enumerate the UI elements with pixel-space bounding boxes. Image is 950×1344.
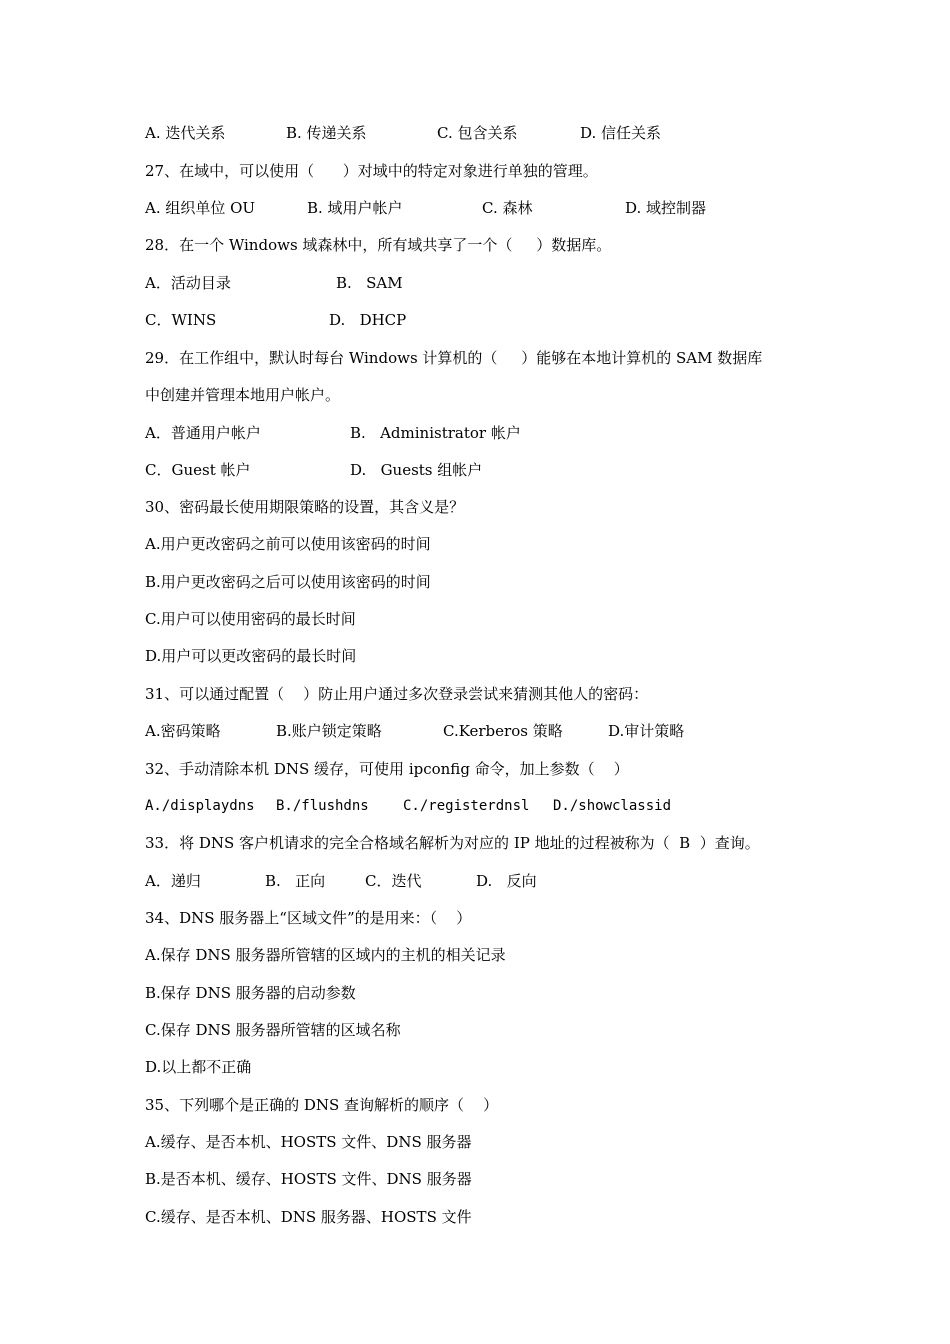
question-34-option-d: D.以上都不正确 <box>145 1058 252 1076</box>
question-26-options <box>145 121 662 145</box>
question-30: 30、密码最长使用期限策略的设置，其含义是？ <box>145 498 465 516</box>
option-d: D. DHCP <box>329 311 407 329</box>
option-b: B. 传递关系 <box>286 124 367 142</box>
question-31-options <box>145 719 685 743</box>
question-32: 32、手动清除本机 DNS 缓存，可使用 ipconfig 命令，加上参数（ ） <box>145 760 629 778</box>
option-c: C．WINS <box>145 311 217 329</box>
question-33-options <box>145 869 537 893</box>
question-35-option-c: C.缓存、是否本机、DNS 服务器、HOSTS 文件 <box>145 1208 472 1226</box>
option-a: A．活动目录 <box>145 274 231 292</box>
question-30-option-a: A.用户更改密码之前可以使用该密码的时间 <box>145 535 431 553</box>
question-28: 28．在一个 Windows 域森林中，所有域共享了一个（ ）数据库。 <box>145 236 612 254</box>
option-c: C．迭代 <box>365 872 422 890</box>
option-d: D./showclassid <box>553 798 672 814</box>
option-c: C．Guest 帐户 <box>145 461 251 479</box>
option-d: D. 信任关系 <box>580 124 662 142</box>
question-34-option-b: B.保存 DNS 服务器的启动参数 <box>145 984 356 1002</box>
option-a: A. 迭代关系 <box>145 124 226 142</box>
question-34: 34、DNS 服务器上“区域文件”的是用来：（ ） <box>145 909 472 927</box>
option-b: B.账户锁定策略 <box>276 722 382 740</box>
option-d: D. 反向 <box>476 872 537 890</box>
question-35-option-b: B.是否本机、缓存、HOSTS 文件、DNS 服务器 <box>145 1170 472 1188</box>
option-b: B. 正向 <box>265 872 326 890</box>
question-29-options-row1 <box>145 421 521 445</box>
question-28-options-row1 <box>145 271 403 295</box>
option-c: C. 包含关系 <box>437 124 518 142</box>
option-c: C./registerdnsl <box>403 798 530 814</box>
option-d: D. 域控制器 <box>625 199 707 217</box>
question-29-options-row2 <box>145 458 483 482</box>
question-35: 35、下列哪个是正确的 DNS 查询解析的顺序（ ） <box>145 1096 499 1114</box>
option-a: A．递归 <box>145 872 201 890</box>
option-a: A./displaydns <box>145 798 255 814</box>
question-29-line1: 29．在工作组中，默认时每台 Windows 计算机的（ ）能够在本地计算机的 SAM 数据库 <box>145 349 763 367</box>
question-32-options <box>145 794 672 818</box>
option-d: D. Guests 组帐户 <box>350 461 483 479</box>
question-34-option-c: C.保存 DNS 服务器所管辖的区域名称 <box>145 1021 401 1039</box>
question-34-option-a: A.保存 DNS 服务器所管辖的区域内的主机的相关记录 <box>145 946 506 964</box>
question-27: 27、在域中，可以使用（ ）对域中的特定对象进行单独的管理。 <box>145 162 598 180</box>
option-b: B. Administrator 帐户 <box>350 424 521 442</box>
option-a: A．普通用户帐户 <box>145 424 261 442</box>
question-33: 33．将 DNS 客户机请求的完全合格域名解析为对应的 IP 地址的过程被称为（ B ）查询。 <box>145 834 760 852</box>
option-b: B./flushdns <box>276 798 369 814</box>
question-28-options-row2 <box>145 308 407 332</box>
option-a: A.密码策略 <box>145 722 221 740</box>
question-30-option-c: C.用户可以使用密码的最长时间 <box>145 610 356 628</box>
question-29-line2: 中创建并管理本地用户帐户。 <box>145 386 341 404</box>
option-a: A. 组织单位 OU <box>145 199 256 217</box>
option-c: C.Kerberos 策略 <box>443 722 563 740</box>
question-30-option-d: D.用户可以更改密码的最长时间 <box>145 647 357 665</box>
question-27-options <box>145 196 707 220</box>
question-35-option-a: A.缓存、是否本机、HOSTS 文件、DNS 服务器 <box>145 1133 472 1151</box>
option-c: C. 森林 <box>482 199 533 217</box>
option-b: B. 域用户帐户 <box>307 199 403 217</box>
option-d: D.审计策略 <box>608 722 685 740</box>
question-30-option-b: B.用户更改密码之后可以使用该密码的时间 <box>145 573 431 591</box>
question-31: 31、可以通过配置（ ）防止用户通过多次登录尝试来猜测其他人的密码： <box>145 685 649 703</box>
option-b: B. SAM <box>336 274 403 292</box>
